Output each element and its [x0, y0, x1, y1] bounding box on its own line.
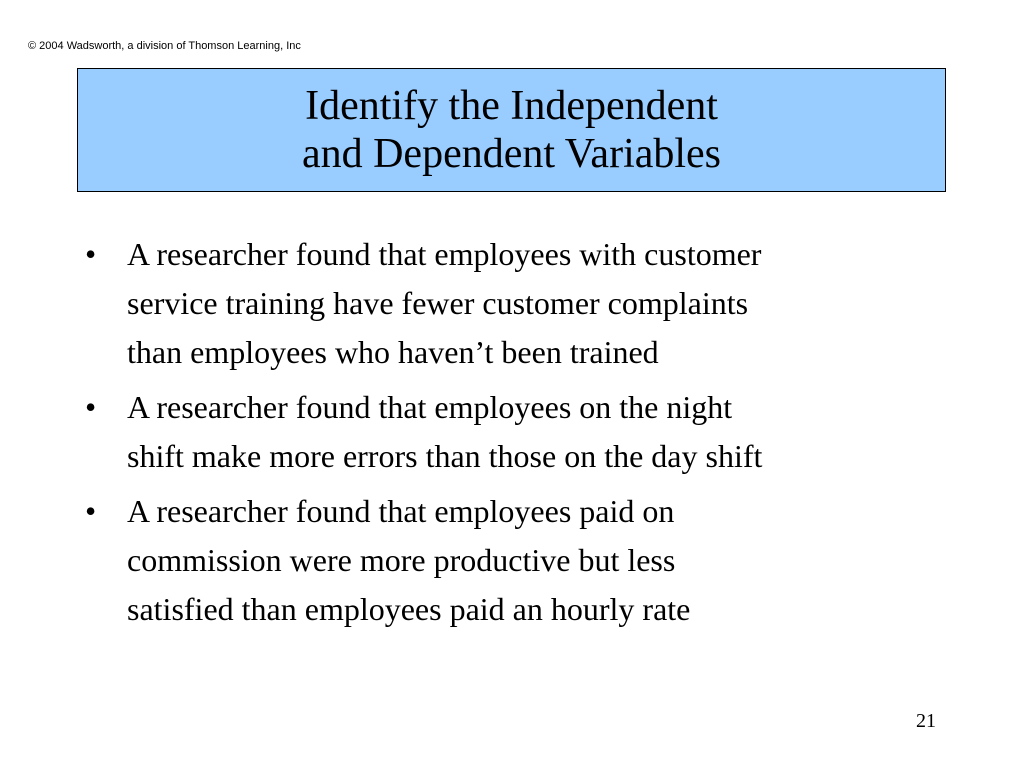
slide-title-line-2: and Dependent Variables: [301, 131, 722, 177]
bullet-icon: •: [85, 236, 97, 272]
bullet-list: [85, 230, 945, 640]
bullet-icon: •: [85, 493, 97, 529]
bullet-icon: •: [85, 389, 97, 425]
slide-title-line-1: Identify the Independent: [305, 83, 718, 129]
bullet-text: [127, 383, 762, 481]
bullet-line: shift make more errors than those on the day shift: [127, 438, 763, 474]
bullet-line: commission were more productive but less: [127, 542, 676, 578]
bullet-text: [127, 487, 690, 634]
bullet-line: than employees who haven’t been trained: [127, 334, 659, 370]
bullet-item: [85, 230, 945, 377]
bullet-line: A researcher found that employees on the night: [127, 389, 733, 425]
bullet-item: [85, 487, 945, 634]
page-number: 21: [916, 710, 936, 732]
bullet-line: service training have fewer customer complaints: [127, 285, 749, 321]
bullet-line: A researcher found that employees paid on: [127, 493, 675, 529]
copyright-notice: © 2004 Wadsworth, a division of Thomson Learning, Inc: [28, 40, 301, 52]
title-box: [77, 68, 946, 192]
bullet-text: [127, 230, 761, 377]
bullet-line: satisfied than employees paid an hourly rate: [127, 591, 691, 627]
bullet-item: [85, 383, 945, 481]
bullet-line: A researcher found that employees with customer: [127, 236, 762, 272]
